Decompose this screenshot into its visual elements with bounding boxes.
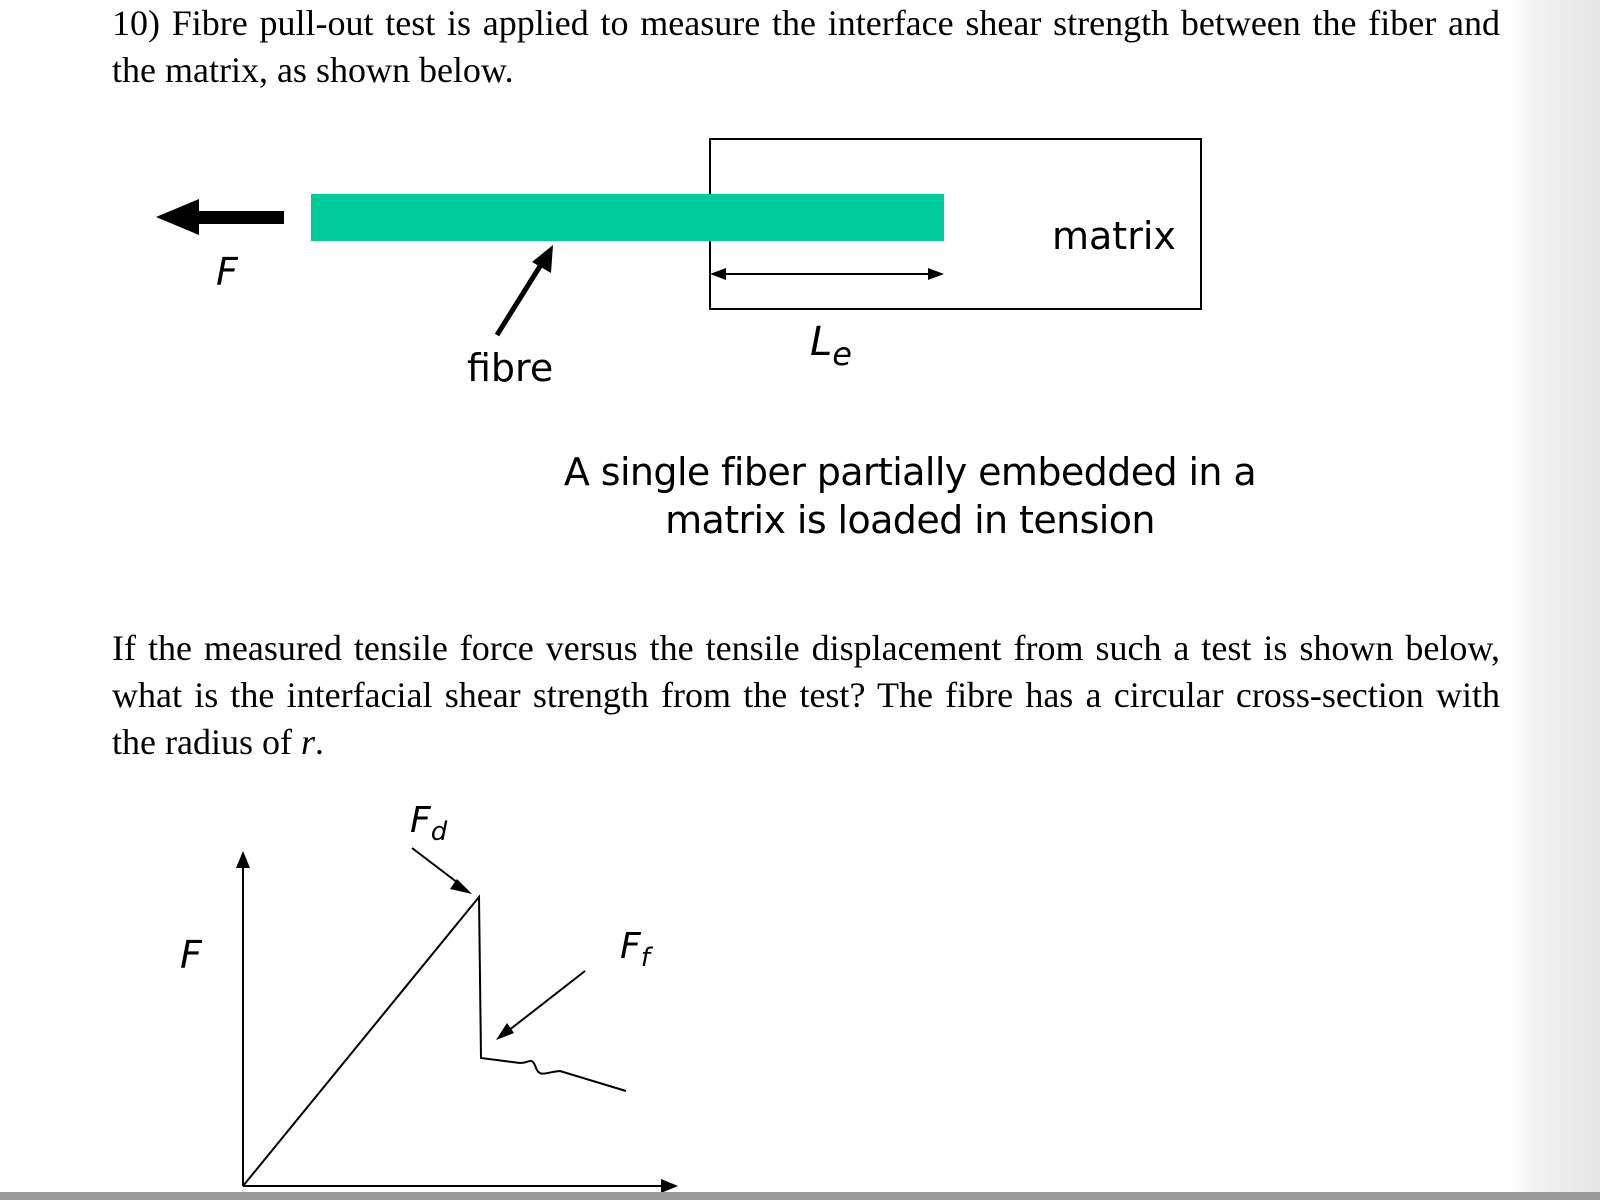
viewer-bottom-scrollbar[interactable] <box>0 1192 1600 1200</box>
question-body-end: . <box>314 722 324 762</box>
debond-force-label: $F_d$ <box>410 800 448 847</box>
friction-force-label: $F_f$ <box>620 926 650 973</box>
y-axis <box>236 851 250 1186</box>
y-axis-label: F <box>180 933 202 977</box>
debond-pointer-arrow <box>412 848 472 894</box>
force-label: F <box>216 250 238 294</box>
caption-line-2: matrix is loaded in tension <box>665 498 1155 542</box>
viewer-right-margin <box>1510 0 1600 1200</box>
embedded-length-label: $L_e$ <box>810 319 852 373</box>
force-curve <box>243 897 626 1186</box>
caption-line-1: A single fiber partially embedded in a <box>563 450 1257 494</box>
question-intro: 10) Fibre pull-out test is applied to measure the interface shear strength between the fiber and the matrix, as shown below. <box>112 3 1500 90</box>
friction-pointer-arrow <box>496 971 585 1040</box>
x-axis <box>243 1179 678 1193</box>
radius-symbol: r <box>300 722 315 762</box>
matrix-label: matrix <box>1052 214 1176 258</box>
question-body-text: If the measured tensile force versus the tensile displacement from such a test is shown below, what is the interfacial shear strength from the test? The fibre has a circular cross-section with the radius of <box>112 628 1500 762</box>
fibre-label: fibre <box>467 346 554 390</box>
